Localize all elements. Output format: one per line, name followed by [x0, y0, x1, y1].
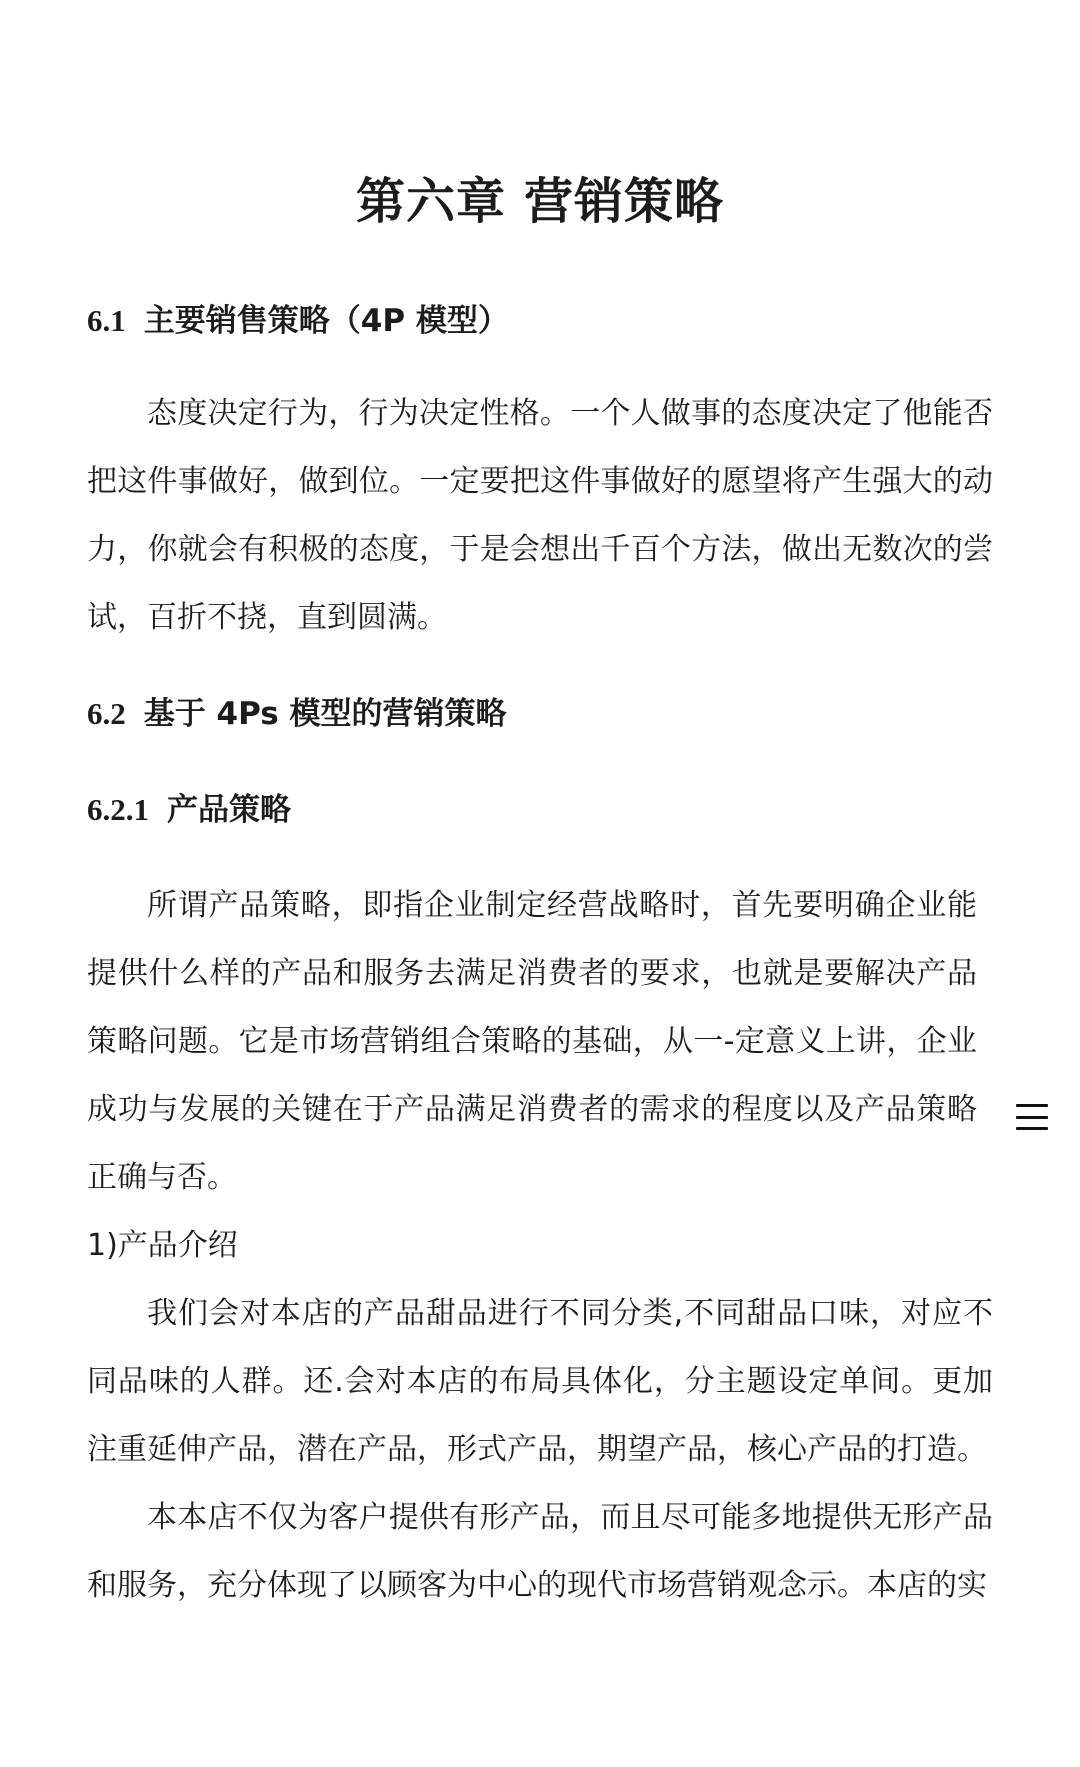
paragraph-product-classification: 我们会对本店的产品甜品进行不同分类,不同甜品口味，对应不同品味的人群。还.会对本店的布局具体化，分主题设定单间。更加注重延伸产品，潜在产品，形式产品，期望产品，核心产品的打造。 — [87, 1296, 993, 1467]
paragraph-tangible-products: 本本店不仅为客户提供有形产品，而且尽可能多地提供无形产品和服务，充分体现了以顾客为中心的现代市场营销观念示。本店的实 — [87, 1500, 993, 1603]
chapter-title: 第六章 营销策略 — [355, 173, 725, 230]
paragraph-attitude: 态度决定行为，行为决定性格。一个人做事的态度决定了他能否把这件事做好，做到位。一定要把这件事做好的愿望将产生强大的动力，你就会有积极的态度，于是会想出千百个方法，做出无数次的尝试，百折不挠，直到圆满。 — [87, 396, 993, 635]
section-number: 6.2 — [87, 696, 126, 731]
section-heading-6-1 — [87, 299, 509, 343]
product-intro-label: 1)产品介绍 — [87, 1228, 238, 1263]
section-number: 6.1 — [87, 303, 126, 338]
section-title: 产品策略 — [167, 792, 291, 828]
section-title: 基于 4Ps 模型的营销策略 — [143, 696, 507, 732]
menu-button[interactable] — [1008, 1093, 1056, 1141]
section-heading-6-2-1 — [87, 788, 291, 832]
section-number: 6.2.1 — [87, 792, 149, 827]
section-heading-6-2 — [87, 692, 507, 736]
section-title: 主要销售策略（4P 模型） — [143, 303, 509, 339]
paragraph-product-strategy: 所谓产品策略，即指企业制定经营战略时，首先要明确企业能提供什么样的产品和服务去满足消费者的要求，也就是要解决产品策略问题。它是市场营销组合策略的基础，从一-定意义上讲，企业成功与发展的关键在于产品满足消费者的需求的程度以及产品策略正确与否。 — [87, 888, 977, 1195]
hamburger-menu-icon — [1016, 1104, 1048, 1130]
